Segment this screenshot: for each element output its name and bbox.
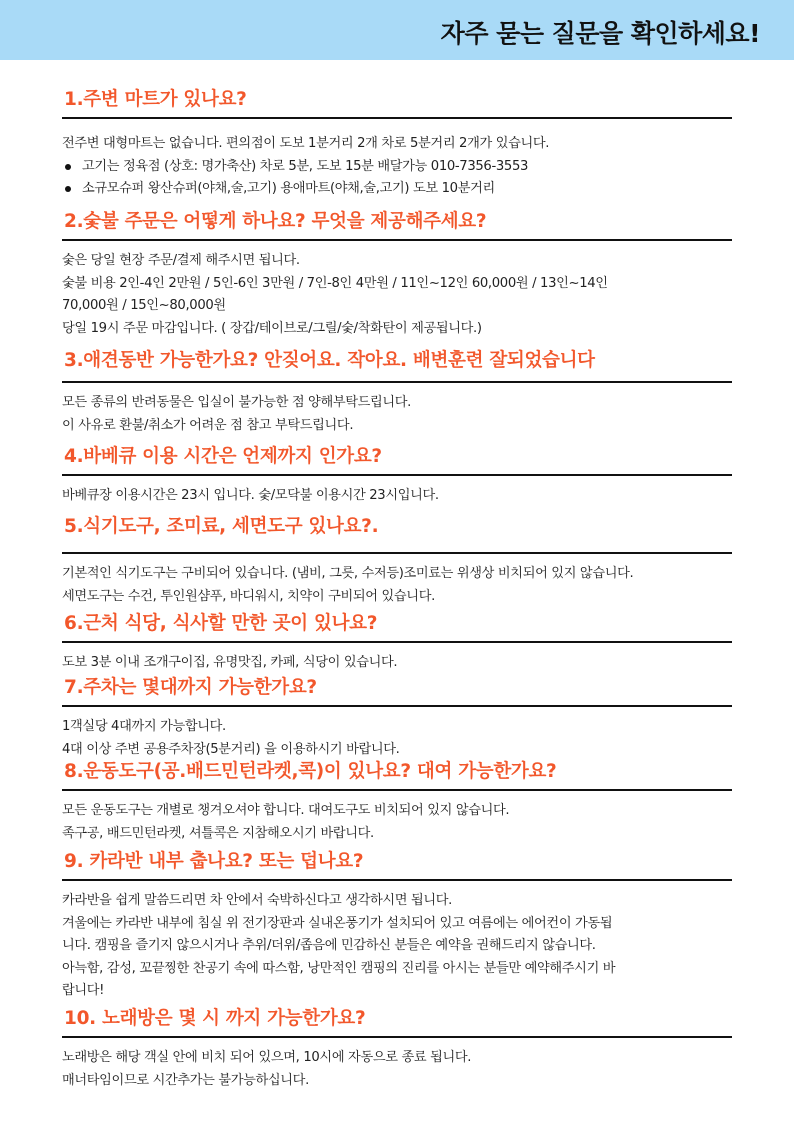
divider: [62, 879, 732, 881]
faq-question: 9. 카라반 내부 춥나요? 또는 덥나요?: [64, 851, 364, 872]
answer-line: 노래방은 해당 객실 안에 비치 되어 있으며, 10시에 자동으로 종료 됩니다.: [62, 1050, 472, 1065]
faq-item-8: [62, 758, 732, 845]
answer-line: 아늑함, 감성, 꼬끝찡한 찬공기 속에 따스함, 낭만적인 캠핑의 진리를 아시는 분들만 예약해주시기 바: [62, 960, 616, 976]
header-banner: [0, 0, 794, 60]
faq-item-4: [62, 443, 732, 508]
divider: [62, 1036, 732, 1038]
faq-answer: [62, 392, 732, 437]
answer-line: 니다. 캠핑을 즐기지 않으시거나 추위/더위/좁음에 민감하신 분들은 예약을 권해드리지 않습니다.: [62, 938, 596, 953]
answer-line: 이 사유로 환불/취소가 어려운 점 참고 부탁드립니다.: [62, 417, 354, 433]
answer-line: 카라반을 쉽게 말씀드리면 차 안에서 숙박하신다고 생각하시면 됩니다.: [62, 893, 453, 908]
faq-answer: [62, 800, 732, 845]
faq-question: 5.식기도구, 조미료, 세면도구 있나요?.: [64, 516, 379, 537]
answer-line: 전주변 대형마트는 없습니다. 편의점이 도보 1분거리 2개 차로 5분거리 2개가 있습니다.: [62, 136, 550, 151]
divider: [62, 641, 732, 643]
faq-answer: [62, 133, 732, 201]
divider: [62, 474, 732, 476]
divider: [62, 117, 732, 119]
faq-answer: [62, 563, 732, 608]
answer-line: 4대 이상 주변 공용주차장(5분거리) 을 이용하시기 바랍니다.: [62, 741, 400, 757]
answer-line: 매너타임이므로 시간추가는 불가능하십니다.: [62, 1072, 309, 1088]
answer-list: [62, 156, 732, 201]
answer-line: 랍니다!: [62, 983, 105, 998]
faq-answer: [62, 652, 732, 675]
answer-line: 기본적인 식기도구는 구비되어 있습니다. (냄비, 그릇, 수저등)조미료는 위생상 비치되어 있지 않습니다.: [62, 566, 634, 581]
answer-line: 숯불 비용 2인-4인 2만원 / 5인-6인 3만원 / 7인-8인 4만원 / 11인~12인 60,000원 / 13인~14인: [62, 275, 608, 291]
answer-line: 모든 운동도구는 개별로 챙겨오셔야 합니다. 대여도구도 비치되어 있지 않습니다.: [62, 803, 510, 818]
faq-answer: [62, 250, 732, 340]
list-item: 고기는 정육점 (상호: 명가축산) 차로 5분, 도보 15분 배달가능 010-7356-3553: [62, 156, 732, 179]
divider: [62, 552, 732, 554]
faq-item-10: [62, 1005, 732, 1092]
faq-item-1: [62, 86, 732, 201]
answer-line: 세면도구는 수건, 투인원샴푸, 바디워시, 치약이 구비되어 있습니다.: [62, 588, 435, 604]
answer-line: 족구공, 배드민턴라켓, 셔틀콕은 지참해오시기 바랍니다.: [62, 825, 374, 841]
answer-line: 바베큐장 이용시간은 23시 입니다. 숯/모닥불 이용시간 23시입니다.: [62, 488, 439, 503]
answer-line: 겨울에는 카라반 내부에 침실 위 전기장판과 실내온풍기가 설치되어 있고 여름에는 에어컨이 가동됩: [62, 915, 613, 931]
answer-line: 숯은 당일 현장 주문/결제 해주시면 됩니다.: [62, 253, 300, 268]
faq-answer: [62, 485, 732, 508]
faq-item-9: [62, 848, 732, 1003]
faq-question: 10. 노래방은 몇 시 까지 가능한가요?: [64, 1008, 366, 1029]
list-item: 소규모슈퍼 왕산슈퍼(야채,술,고기) 용애마트(야채,술,고기) 도보 10분거리: [62, 178, 732, 201]
faq-item-2: [62, 208, 732, 340]
answer-line: 도보 3분 이내 조개구이집, 유명맛집, 카페, 식당이 있습니다.: [62, 655, 398, 670]
faq-question: 3.애견동반 가능한가요? 안짖어요. 작아요. 배변훈련 잘되었습니다: [64, 350, 595, 371]
answer-line: 당일 19시 주문 마감입니다. ( 장갑/테이브로/그릴/숯/착화탄이 제공됩니다.): [62, 320, 482, 336]
faq-question: 1.주변 마트가 있나요?: [64, 89, 247, 110]
faq-item-7: [62, 674, 732, 761]
page-title: 자주 묻는 질문을 확인하세요!: [440, 19, 760, 48]
faq-question: 7.주차는 몇대까지 가능한가요?: [64, 677, 317, 698]
divider: [62, 789, 732, 791]
faq-item-6: [62, 610, 732, 675]
faq-item-3: [62, 347, 732, 437]
divider: [62, 239, 732, 241]
answer-line: 1객실당 4대까지 가능합니다.: [62, 719, 226, 734]
faq-answer: [62, 1047, 732, 1092]
answer-line: 70,000원 / 15인~80,000원: [62, 298, 226, 313]
faq-question: 2.숯불 주문은 어떻게 하나요? 무엇을 제공해주세요?: [64, 211, 487, 232]
answer-line: 모든 종류의 반려동물은 입실이 불가능한 점 양해부탁드립니다.: [62, 395, 412, 410]
faq-item-5: [62, 513, 732, 608]
faq-answer: [62, 716, 732, 761]
faq-answer: [62, 890, 732, 1003]
divider: [62, 705, 732, 707]
faq-question: 6.근처 식당, 식사할 만한 곳이 있나요?: [64, 613, 378, 634]
faq-question: 4.바베큐 이용 시간은 언제까지 인가요?: [64, 446, 382, 467]
faq-question: 8.운동도구(공.배드민턴라켓,콕)이 있나요? 대여 가능한가요?: [64, 761, 557, 782]
divider: [62, 381, 732, 383]
